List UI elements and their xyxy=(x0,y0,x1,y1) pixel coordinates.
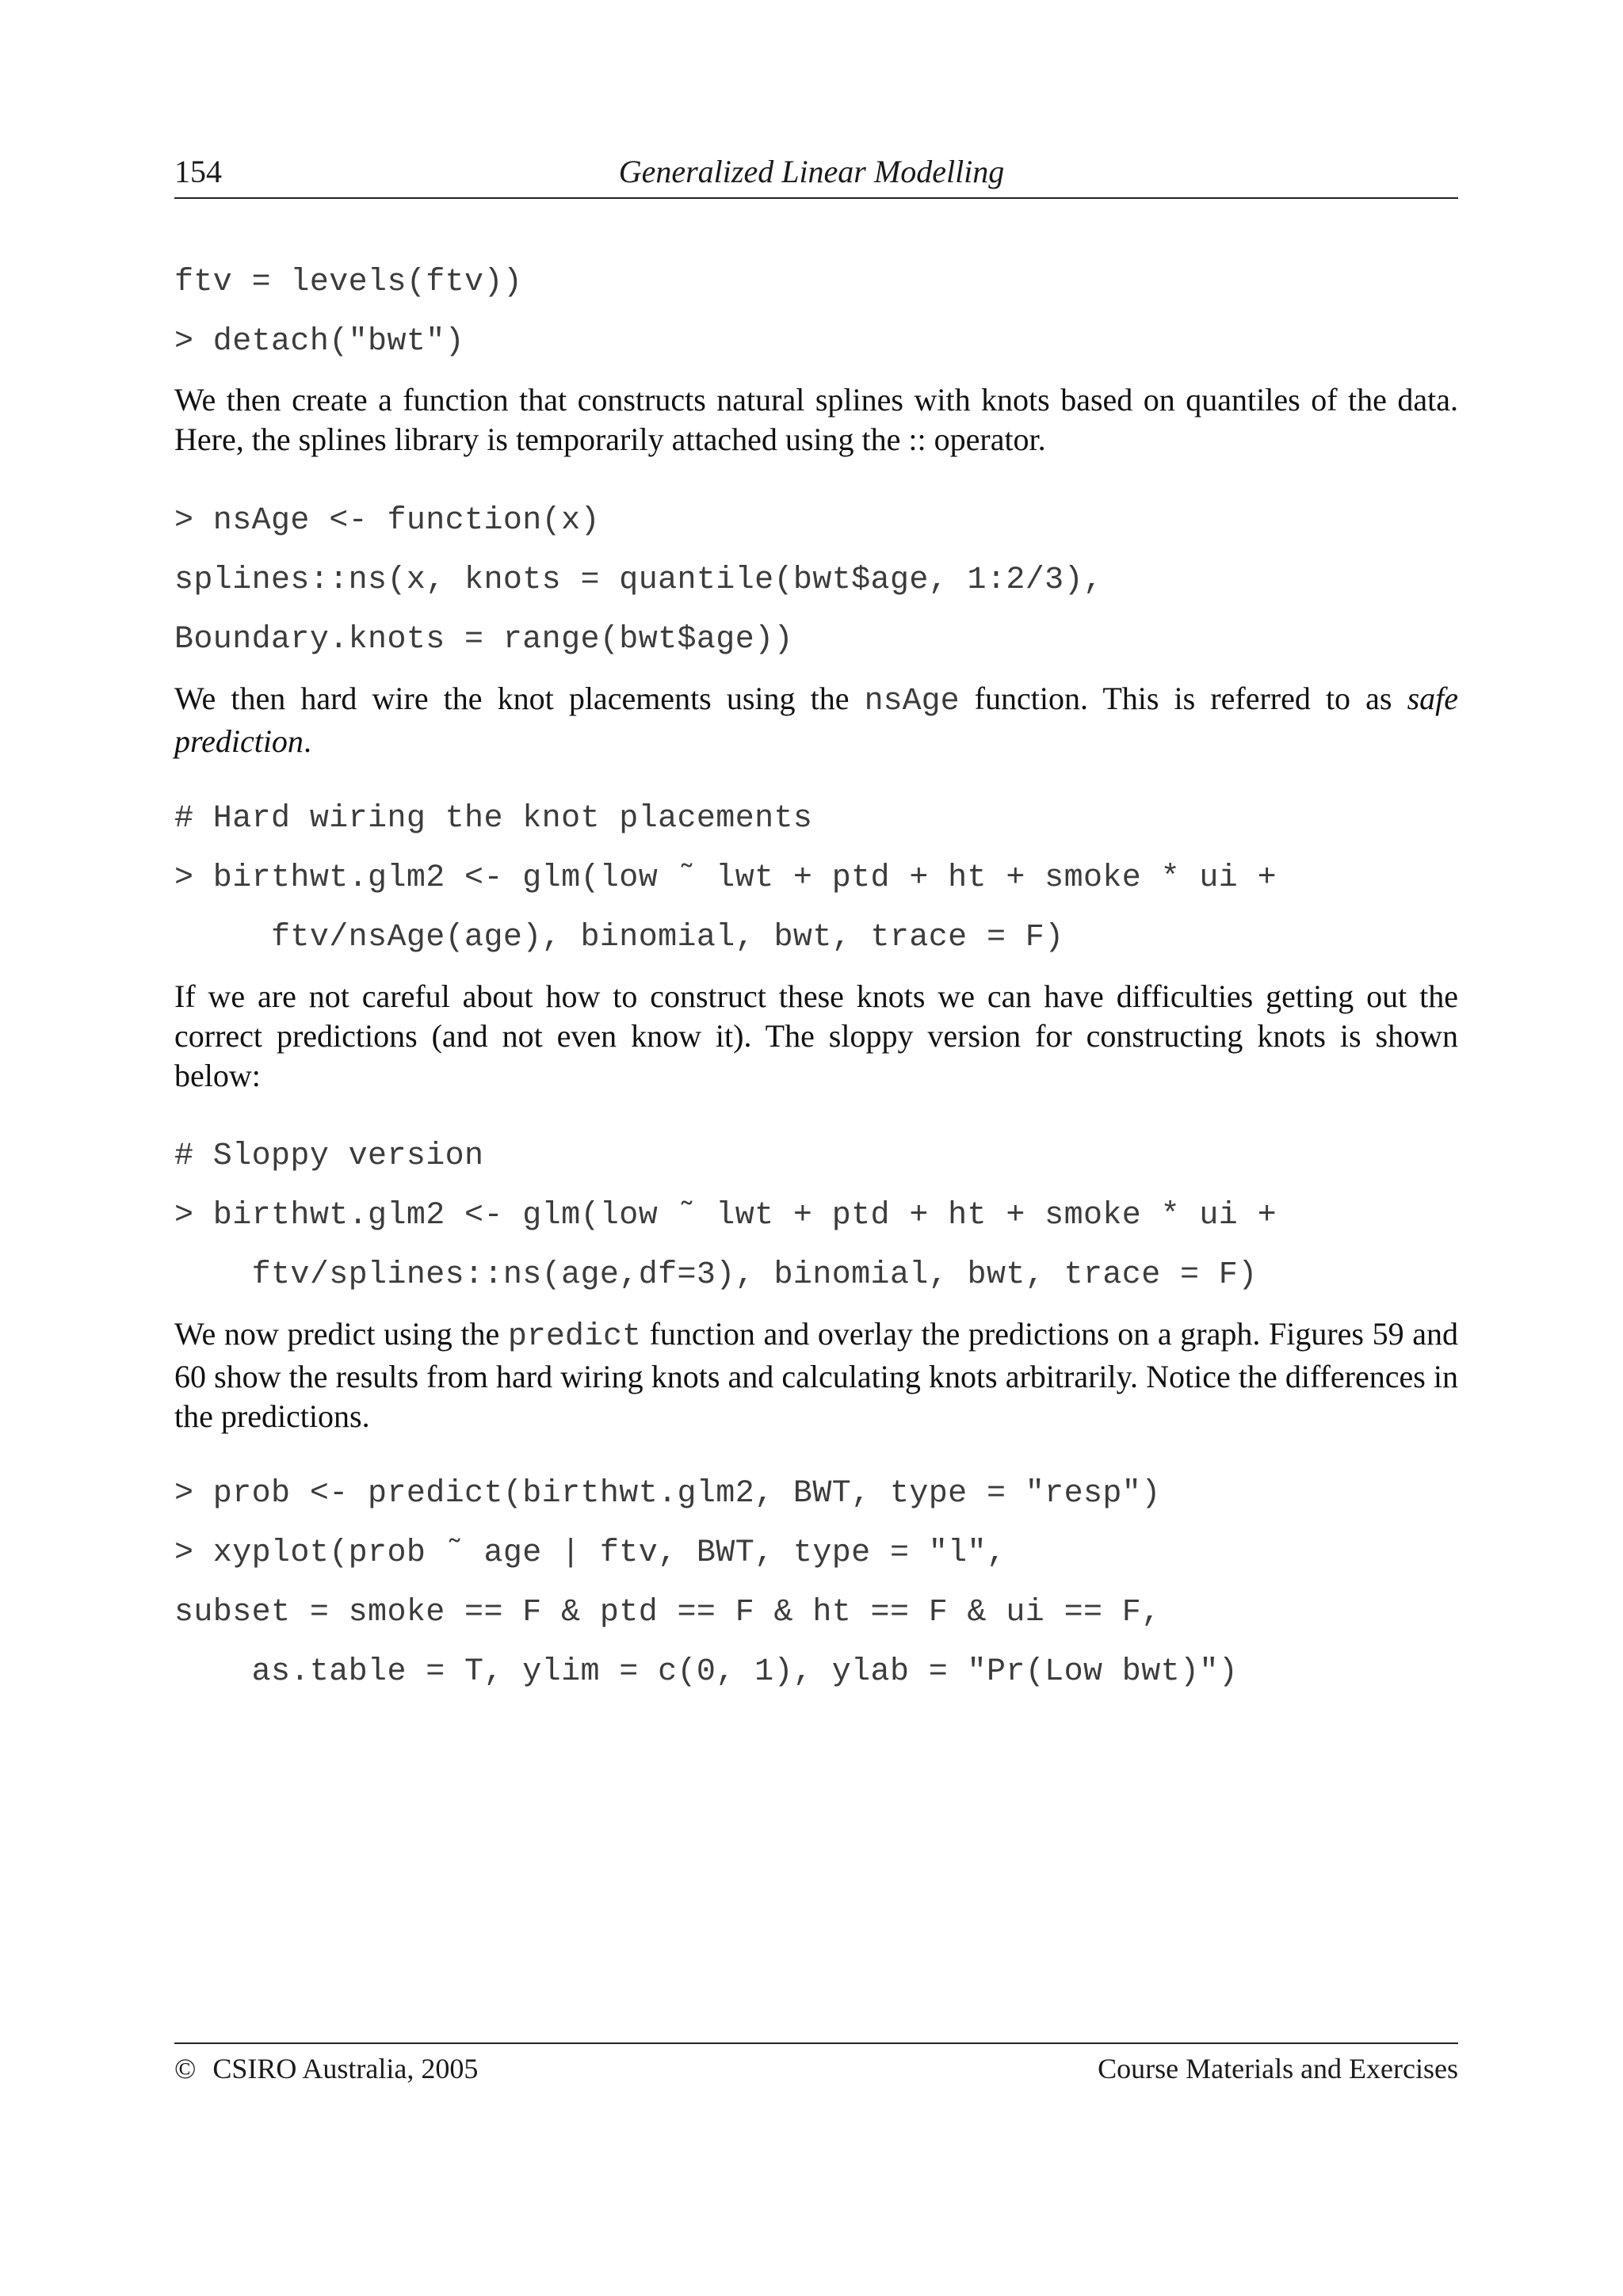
inline-code: nsAge xyxy=(864,684,960,719)
code-line: > prob <- predict(birthwt.glm2, BWT, type = "resp") xyxy=(174,1476,1161,1512)
running-title: Generalized Linear Modelling xyxy=(618,154,1005,189)
paragraph xyxy=(174,679,1458,761)
code-line: > nsAge <- function(x) xyxy=(174,503,600,539)
code-line: > detach("bwt") xyxy=(174,324,465,360)
code-comment: # Sloppy version xyxy=(174,1138,484,1174)
footer-copyright xyxy=(174,2052,478,2085)
footer-right-text: Course Materials and Exercises xyxy=(1098,2053,1458,2084)
code-line: splines::ns(x, knots = quantile(bwt$age, 1:2/3), xyxy=(174,563,1103,598)
header-rule xyxy=(174,197,1458,199)
code-line: ftv = levels(ftv)) xyxy=(174,265,523,300)
paragraph-text: We now predict using the xyxy=(174,1316,508,1352)
copyright-icon: © xyxy=(174,2053,197,2084)
footer-left-text: CSIRO Australia, 2005 xyxy=(212,2053,479,2084)
code-line: > xyplot(prob ˜ age | ftv, BWT, type = "l", xyxy=(174,1535,1006,1571)
page-number: 154 xyxy=(174,154,222,189)
paragraph-text: function. This is referred to as xyxy=(959,681,1407,716)
code-line: as.table = T, ylim = c(0, 1), ylab = "Pr(Low bwt)") xyxy=(174,1654,1239,1690)
emphasis: safe prediction xyxy=(174,681,1458,759)
paragraph: We then create a function that constructs natural splines with knots based on quantiles of the data. Here, the splines library is temporarily attached using the :: operator. xyxy=(174,382,1458,457)
code-line: > birthwt.glm2 <- glm(low ˜ lwt + ptd + ht + smoke * ui + xyxy=(174,860,1277,896)
code-line: ftv/nsAge(age), binomial, bwt, trace = F) xyxy=(174,920,1064,955)
paragraph-text: . xyxy=(303,723,311,759)
paragraph xyxy=(174,1314,1458,1436)
paragraph: If we are not careful about how to construct these knots we can have difficulties getting out the correct predictions (and not even know it). The sloppy version for constructing knots is shown below: xyxy=(174,978,1458,1093)
code-line: Boundary.knots = range(bwt$age)) xyxy=(174,622,793,658)
code-line: ftv/splines::ns(age,df=3), binomial, bwt, trace = F) xyxy=(174,1257,1258,1293)
paragraph-text: We then hard wire the knot placements using the xyxy=(174,681,865,716)
code-line: > birthwt.glm2 <- glm(low ˜ lwt + ptd + ht + smoke * ui + xyxy=(174,1198,1277,1234)
code-comment: # Hard wiring the knot placements xyxy=(174,801,813,837)
code-line: subset = smoke == F & ptd == F & ht == F & ui == F, xyxy=(174,1595,1161,1630)
footer-rule xyxy=(174,2042,1458,2044)
inline-code: predict xyxy=(507,1319,641,1355)
paragraph-text: function and overlay the predictions on a graph. Figures 59 and 60 show the results from hard wiring knots and calculating knots arbitrarily. Notice the differences in the predictions. xyxy=(174,1316,1458,1434)
